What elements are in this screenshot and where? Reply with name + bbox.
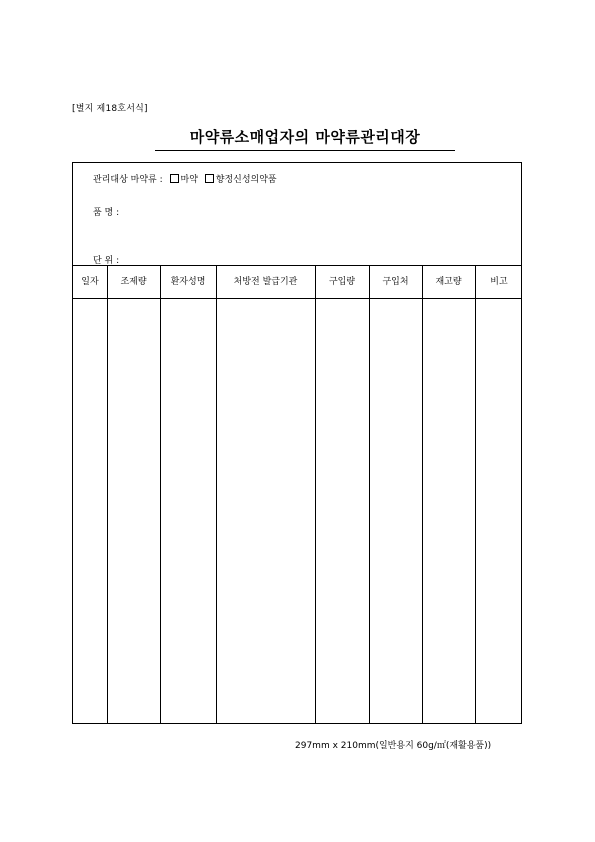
column-header-stock: 재고량 bbox=[435, 277, 462, 287]
narcotics-checkbox[interactable] bbox=[170, 174, 179, 183]
target-drug-line bbox=[93, 172, 277, 185]
narcotics-option-label: 마약 bbox=[180, 175, 198, 185]
column-divider bbox=[422, 266, 423, 724]
paper-spec-note: 297mm x 210mm(일반용지 60g/㎡(재활용품)) bbox=[295, 741, 492, 751]
ledger-table bbox=[73, 265, 521, 724]
product-name-line bbox=[93, 205, 119, 218]
column-divider bbox=[369, 266, 370, 724]
column-divider bbox=[475, 266, 476, 724]
column-divider bbox=[160, 266, 161, 724]
column-header-supplier: 구입처 bbox=[382, 277, 409, 287]
table-header-row bbox=[73, 266, 521, 299]
psychotropic-checkbox[interactable] bbox=[205, 174, 214, 183]
column-divider bbox=[216, 266, 217, 724]
ledger-form bbox=[72, 162, 522, 724]
column-header-remarks: 비고 bbox=[490, 277, 508, 287]
column-header-purchase-amount: 구입량 bbox=[328, 277, 356, 287]
column-divider bbox=[315, 266, 316, 724]
column-header-date: 일자 bbox=[81, 277, 99, 287]
unit-line bbox=[93, 253, 119, 265]
column-header-patient-name: 환자성명 bbox=[170, 277, 206, 287]
page-title: 마약류소매업자의 마약류관리대장 bbox=[155, 126, 455, 151]
psychotropic-option-label: 향정신성의약품 bbox=[215, 175, 277, 185]
form-number: [별지 제18호서식] bbox=[72, 104, 148, 114]
target-label: 관리대상 마약류 : bbox=[93, 175, 163, 185]
column-header-dispensed-amount: 조제량 bbox=[120, 277, 147, 287]
column-header-prescription-issuer: 처방전 발급기관 bbox=[233, 277, 298, 287]
column-divider bbox=[107, 266, 108, 724]
product-name-label: 품 명 : bbox=[93, 208, 120, 218]
info-area bbox=[73, 163, 521, 265]
unit-label: 단 위 : bbox=[93, 256, 120, 265]
